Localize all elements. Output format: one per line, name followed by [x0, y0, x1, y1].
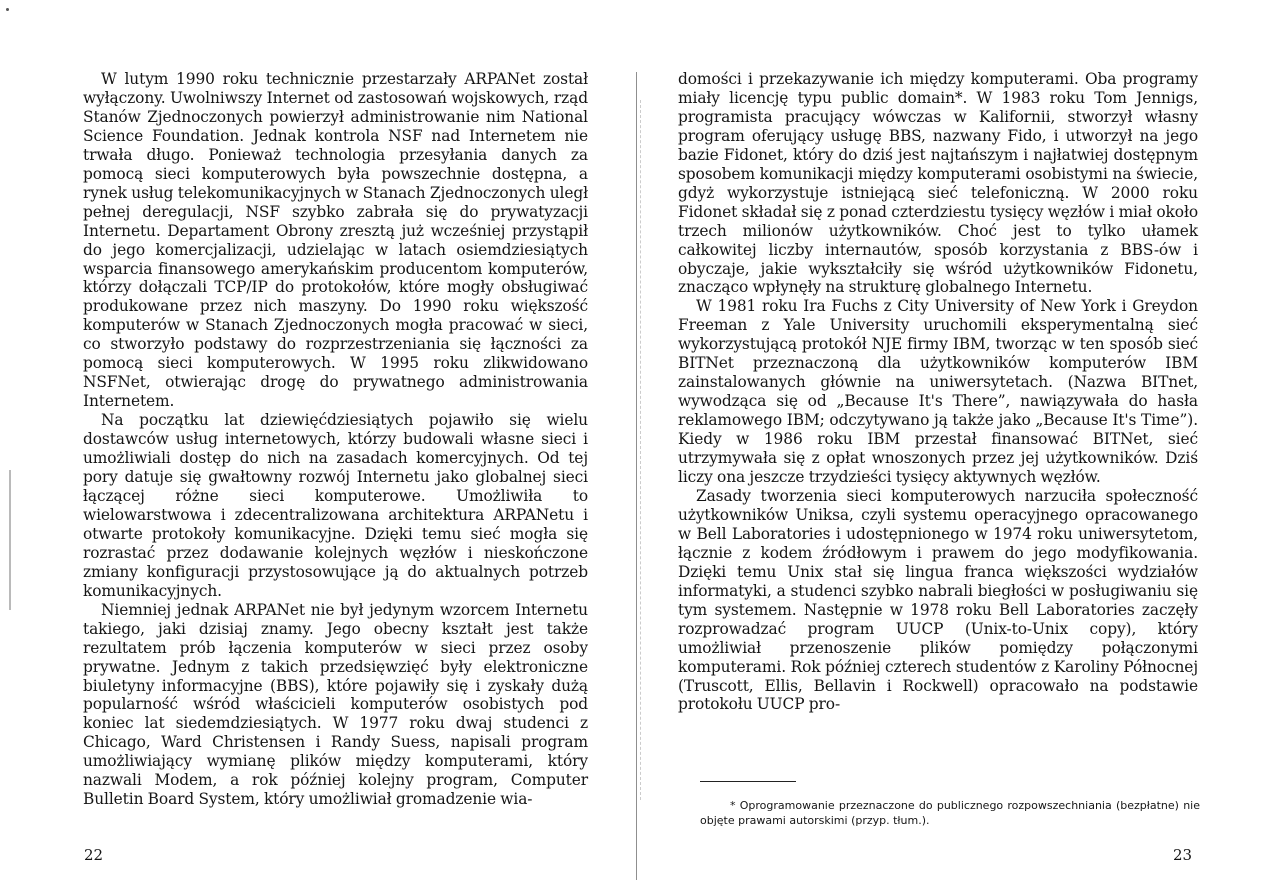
- right-page: [631, 0, 1262, 894]
- paragraph: Zasady tworzenia sieci komputerowych narzuciła społeczność użytkowników Uniksa, czyli systemu operacyjnego opracowanego w Bell Laboratories i udostępnionego w 1974 roku uniwersytetom, łącznie z kodem źródłowym i prawem do jego modyfikowania. Dzięki temu Unix stał się lingua franca większości wydziałów informatyki, a studenci szybko nabrali biegłości w posługiwaniu się tym systemem. Następnie w 1978 roku Bell Laboratories zaczęły rozprowadzać program UUCP (Unix-to-Unix copy), który umożliwiał przenoszenie plików pomiędzy połączonymi komputerami. Rok później czterech studentów z Karoliny Północnej (Truscott, Ellis, Bellavin i Rockwell) opracowało na podstawie protokołu UUCP pro-: [678, 486, 1198, 714]
- page-number-right: 23: [1173, 846, 1193, 864]
- paragraph: W lutym 1990 roku technicznie przestarzały ARPANet został wyłączony. Uwolniwszy Internet od zastosowań wojskowych, rząd Stanów Zjednoczonych powierzył administrowanie nim National Science Foundation. Jednak kontrola NSF nad Internetem nie trwała długo. Ponieważ technologia przesyłania danych za pomocą sieci komputerowych była powszechnie dostępna, a rynek usług telekomunikacyjnych w Stanach Zjednoczonych uległ pełnej deregulacji, NSF szybko zabrała się do prywatyzacji Internetu. Departament Obrony zresztą już wcześniej przystąpił do jego komercjalizacji, udzielając w latach osiemdziesiątych wsparcia finansowego amerykańskim producentom komputerów, którzy dołączali TCP/IP do protokołów, które mogły obsługiwać produkowane przez nich maszyny. Do 1990 roku większość komputerów w Stanach Zjednoczonych mogła pracować w sieci, co stworzyło podstawy do rozprzestrzeniania się łączności za pomocą sieci komputerowych. W 1995 roku zlikwidowano NSFNet, otwierając drogę do prywatnego administrowania Internetem.: [83, 70, 588, 411]
- paragraph: Niemniej jednak ARPANet nie był jedynym wzorcem Internetu takiego, jaki dzisiaj znamy. Jego obecny kształt jest także rezultatem prób łączenia komputerów w sieci przez osoby prywatne. Jednym z takich przedsięwzięć były elektroniczne biuletyny informacyjne (BBS), które pojawiły się i zyskały dużą popularność wśród właścicieli komputerów osobistych pod koniec lat siedemdziesiątych. W 1977 roku dwaj studenci z Chicago, Ward Christensen i Randy Suess, napisali program umożliwiający wymianę plików między komputerami, który nazwali Modem, a rok później kolejny program, Computer Bulletin Board System, który umożliwiał gromadzenie wia-: [83, 600, 588, 809]
- right-page-body: [678, 70, 1198, 714]
- page-number-left: 22: [84, 846, 104, 864]
- footnote: * Oprogramowanie przeznaczone do publicznego rozpowszechniania (bezpłatne) nie objęte prawami autorskimi (przyp. tłum.).: [700, 799, 1200, 827]
- paragraph: W 1981 roku Ira Fuchs z City University of New York i Greydon Freeman z Yale University uruchomili eksperymentalną sieć wykorzystującą protokół NJE firmy IBM, tworząc w ten sposób sieć BITNet przeznaczoną dla użytkowników komputerów IBM zainstalowanych głównie na uniwersytetach. (Nazwa BITnet, wywodząca się od „Because It's There”, nawiązywała do hasła reklamowego IBM; odczytywano ją także jako „Because It's Time”). Kiedy w 1986 roku IBM przestał finansować BITNet, sieć utrzymywała się z opłat wnoszonych przez jej użytkowników. Dziś liczy ona jeszcze trzydzieści tysięcy aktywnych węzłów.: [678, 297, 1198, 487]
- footnote-rule: [700, 781, 796, 782]
- left-page-body: [83, 70, 588, 809]
- paragraph: Na początku lat dziewięćdziesiątych pojawiło się wielu dostawców usług internetowych, którzy budowali własne sieci i umożliwiali dostęp do nich na zasadach komercyjnych. Od tej pory datuje się gwałtowny rozwój Internetu jako globalnej sieci łączącej różne sieci komputerowe. Umożliwiła to wielowarstwowa i zdecentralizowana architektura ARPANetu i otwarte protokoły komunikacyjne. Dzięki temu sieć mogła się rozrastać przez dodawanie kolejnych węzłów i nieskończone zmiany konfiguracji przystosowujące ją do aktualnych potrzeb komunikacyjnych.: [83, 411, 588, 600]
- paragraph-continuation: domości i przekazywanie ich między komputerami. Oba programy miały licencję typu public domain*. W 1983 roku Tom Jennigs, programista pracujący wówczas w Kalifornii, stworzył własny program oferujący usługę BBS, nazwany Fido, i utworzył na jego bazie Fidonet, który do dziś jest najtańszym i najłatwiej dostępnym sposobem komunikacji między komputerami osobistymi na świecie, gdyż wykorzystuje istniejącą sieć telefoniczną. W 2000 roku Fidonet składał się z ponad czterdziestu tysięcy węzłów i miał około trzech milionów użytkowników. Choć jest to tylko ułamek całkowitej liczby internautów, sposób korzystania z BBS-ów i obyczaje, jakie wykształciły się wśród użytkowników Fidonetu, znacząco wpłynęły na strukturę globalnego Internetu.: [678, 70, 1198, 297]
